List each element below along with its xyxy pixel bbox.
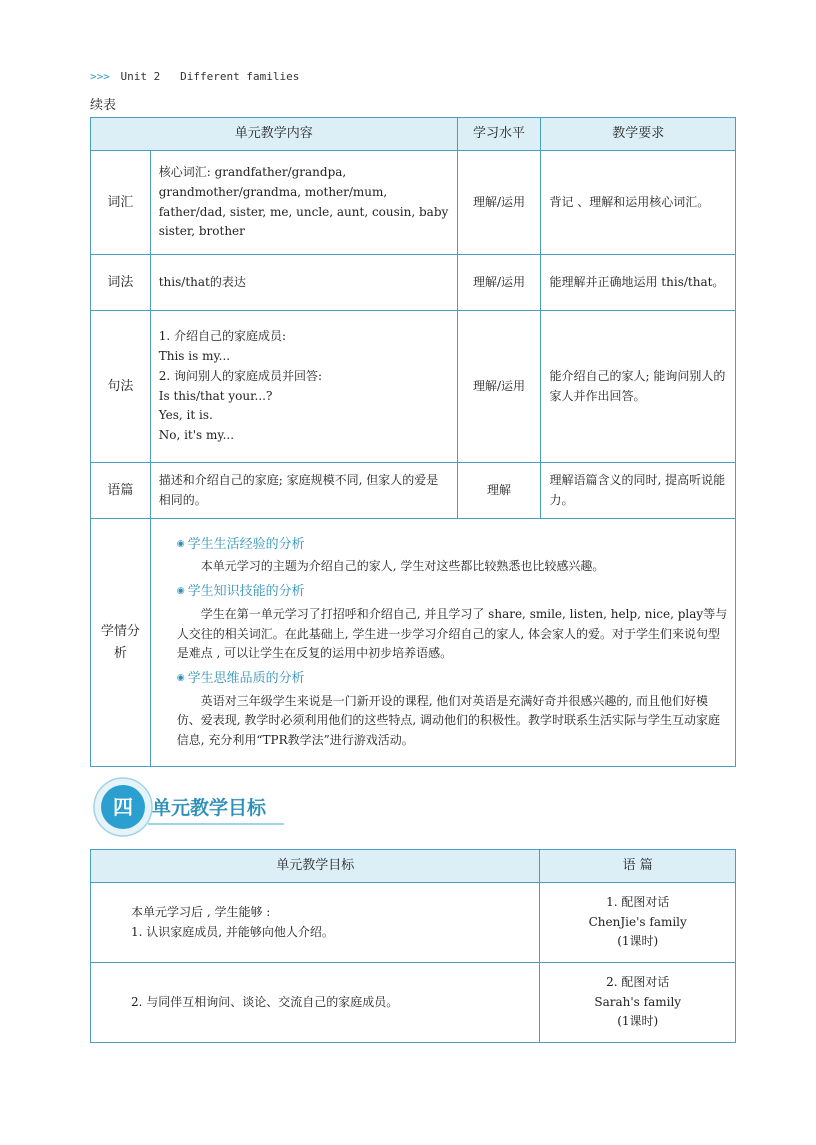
row-level: 理解/运用 (457, 151, 541, 255)
table-row (91, 151, 736, 255)
goal-text: 2. 与同伴互相询问、谈论、交流自己的家庭成员。 (131, 994, 399, 1009)
analysis-title-thinking: ◉ 学生思维品质的分析 (177, 668, 735, 689)
row-level: 理解 (457, 463, 541, 519)
continued-label: 续表 (90, 98, 117, 113)
goal-cell (91, 883, 540, 963)
goal-text: 1. 认识家庭成员, 并能够向他人介绍。 (131, 924, 334, 939)
row-requirement: 能理解并正确地运用 this/that。 (541, 255, 736, 311)
goals-table (90, 849, 736, 1043)
row-requirement: 背记 、理解和运用核心词汇。 (541, 151, 736, 255)
content-line: Is this/that your...? (158, 388, 273, 403)
row-level: 理解/运用 (457, 255, 541, 311)
row-category: 词汇 (91, 151, 151, 255)
content-line: This is my... (158, 348, 231, 363)
text-cell (540, 963, 736, 1043)
text-hours: (1课时) (617, 1014, 659, 1029)
content-line: Yes, it is. (158, 408, 213, 423)
header-title: Different families (180, 70, 300, 83)
row-content: this/that的表达 (150, 255, 457, 311)
analysis-title-skills: ◉ 学生知识技能的分析 (177, 581, 735, 602)
content-line: 1. 介绍自己的家庭成员: (158, 329, 287, 344)
analysis-row (91, 519, 736, 767)
content-line: 2. 询问别人的家庭成员并回答: (158, 368, 323, 383)
row-category: 句法 (91, 311, 151, 463)
header-unit: Unit 2 (120, 70, 161, 83)
col-header-goals: 单元教学目标 (91, 850, 540, 883)
col-header-level: 学习水平 (457, 118, 541, 151)
row-content (150, 311, 457, 463)
table-row (91, 963, 736, 1043)
section-number: 四 (113, 795, 133, 819)
content-line: father/dad, sister, me, uncle, aunt, cousin, baby sister, brother (158, 204, 449, 239)
analysis-text-thinking: 英语对三年级学生来说是一门新开设的课程, 他们对英语是充满好奇并很感兴趣的, 而且他们好模仿、爱表现, 教学时必须利用他们的这些特点, 调动他们的积极性。教学时联系生活实际与学生互动家庭信息, 充分利用“TPR教学法”进行游戏活动。 (176, 693, 720, 748)
row-requirement: 理解语篇含义的同时, 提高听说能力。 (541, 463, 736, 519)
row-category: 词法 (91, 255, 151, 311)
content-line: 核心词汇: grandfather/grandpa, (158, 164, 347, 179)
text-number: 1. 配图对话 (606, 894, 670, 909)
text-hours: (1课时) (617, 934, 659, 949)
analysis-content (150, 519, 735, 767)
content-table (90, 117, 736, 767)
analysis-text-life: 本单元学习的主题为介绍自己的家人, 学生对这些都比较熟悉也比较感兴趣。 (200, 559, 605, 574)
text-title: ChenJie's family (588, 914, 687, 929)
goal-intro: 本单元学习后 , 学生能够 : (131, 904, 271, 919)
row-content: 描述和介绍自己的家庭; 家庭规模不同, 但家人的爱是相同的。 (150, 463, 457, 519)
page-header (90, 70, 299, 83)
header-arrows: >>> (90, 70, 110, 83)
section-four-badge (92, 776, 288, 838)
goal-cell (91, 963, 540, 1043)
table-row (91, 883, 736, 963)
content-line: grandmother/grandma, mother/mum, (158, 184, 388, 199)
col-header-texts: 语 篇 (540, 850, 736, 883)
row-level: 理解/运用 (457, 311, 541, 463)
content-line: No, it's my... (158, 428, 235, 443)
text-title: Sarah's family (594, 994, 682, 1009)
table-row (91, 255, 736, 311)
row-requirement: 能介绍自己的家人; 能询问别人的家人并作出回答。 (541, 311, 736, 463)
table-row (91, 311, 736, 463)
analysis-category: 学情分析 (91, 519, 151, 767)
analysis-text-skills: 学生在第一单元学习了打招呼和介绍自己, 并且学习了 share, smile, listen, help, nice, play等与人交往的相关词汇。在此基础上, 学生进一步学习介绍自己的家人, 体会家人的爱。对于学生们来说句型是难点 , 可以让学生在反复的运用中初步培养语感。 (176, 606, 728, 661)
table-row (91, 463, 736, 519)
text-number: 2. 配图对话 (606, 974, 670, 989)
col-header-requirement: 教学要求 (541, 118, 736, 151)
section-title: 单元教学目标 (152, 797, 267, 819)
col-header-content: 单元教学内容 (91, 118, 458, 151)
analysis-title-life: ◉ 学生生活经验的分析 (177, 534, 735, 555)
text-cell (540, 883, 736, 963)
row-content (150, 151, 457, 255)
row-category: 语篇 (91, 463, 151, 519)
